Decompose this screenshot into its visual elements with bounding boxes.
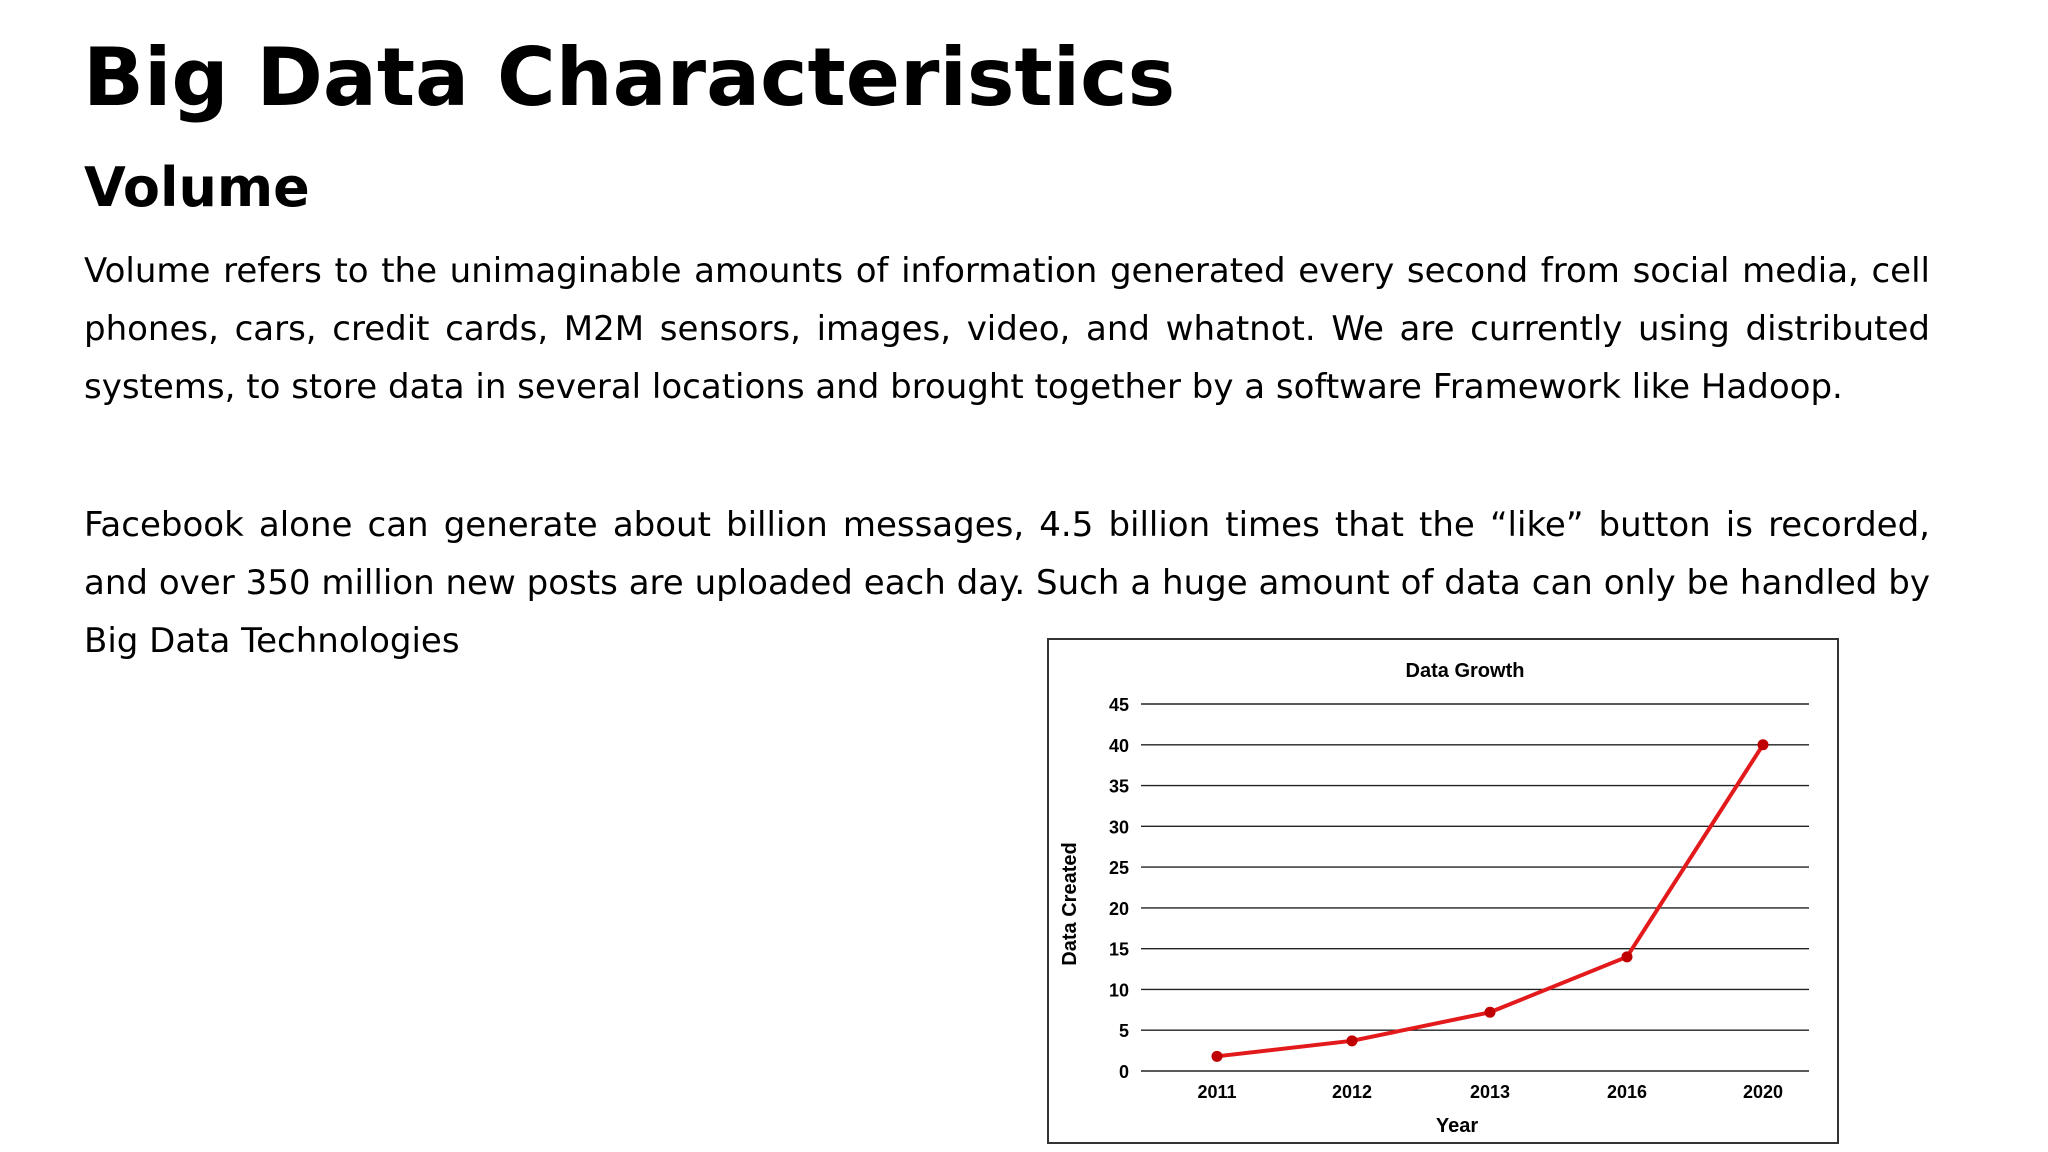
y-tick-label: 35	[1108, 776, 1129, 797]
chart-canvas	[1049, 640, 1837, 1142]
chart-y-axis-label: Data Created	[1059, 842, 1081, 966]
chart-x-axis-label: Year	[1435, 1115, 1479, 1137]
y-tick-label: 20	[1108, 898, 1129, 919]
data-point-2012	[1347, 1035, 1358, 1046]
y-tick-label: 40	[1108, 735, 1129, 756]
x-tick-label: 2012	[1331, 1082, 1373, 1102]
data-growth-chart	[1047, 638, 1839, 1144]
data-point-2013	[1485, 1007, 1496, 1018]
section-heading-volume: Volume	[84, 156, 310, 219]
data-point-2016	[1622, 951, 1633, 962]
y-tick-label: 25	[1108, 858, 1129, 879]
x-tick-label: 2016	[1606, 1082, 1648, 1102]
data-point-2011	[1212, 1051, 1223, 1062]
data-point-2020	[1758, 739, 1769, 750]
y-tick-label: 5	[1118, 1021, 1129, 1042]
y-tick-label: 0	[1118, 1062, 1129, 1082]
chart-title: Data Growth	[1405, 660, 1525, 682]
x-tick-label: 2011	[1197, 1082, 1237, 1102]
x-tick-label: 2020	[1742, 1082, 1784, 1102]
x-tick-label: 2013	[1469, 1082, 1511, 1102]
y-tick-label: 10	[1108, 980, 1129, 1001]
y-tick-label: 45	[1108, 695, 1129, 715]
y-tick-label: 15	[1108, 939, 1129, 960]
volume-paragraph: Volume refers to the unimaginable amounts of information generated every second from social media, cell phones, cars, credit cards, M2M sensors, images, video, and whatnot. We are currently using distributed systems, to store data in several locations and brought together by a software Framework like Hadoop.	[84, 251, 1930, 407]
facebook-paragraph: Facebook alone can generate about billion messages, 4.5 billion times that the “like” button is recorded, and over 350 million new posts are uploaded each day. Such a huge amount of data can only be handled by Big Data Technologies	[84, 505, 1930, 661]
y-tick-label: 30	[1108, 817, 1129, 838]
page-title: Big Data Characteristics	[83, 31, 1176, 124]
